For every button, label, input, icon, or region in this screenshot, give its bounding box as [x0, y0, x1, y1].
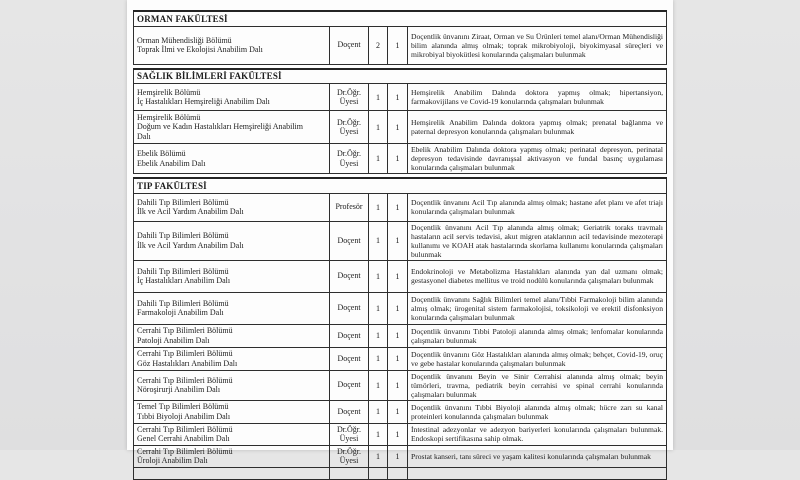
position-cell: Doçent: [330, 347, 369, 370]
unit-line: Tıbbi Biyoloji Anabilim Dalı: [137, 411, 231, 421]
unit-line: İlk ve Acil Yardım Anabilim Dalı: [137, 207, 244, 216]
grade-cell: 1: [369, 84, 388, 111]
count-cell: 1: [388, 324, 408, 347]
unit-line: Temel Tıp Bilimleri Bölümü: [137, 402, 229, 411]
description-cell: Ebelik Anabilim Dalında doktora yapmış olmak; perinatal depresyon, perinatal depresyon tedavisinde davranışsal aktivasyon ve fundal basınç uygulaması konularında çalışmaları bulunmak: [408, 144, 667, 174]
section-title: SAĞLIK BİLİMLERİ FAKÜLTESİ: [134, 69, 667, 84]
position-cell: Dr.Öğr. Üyesi: [330, 111, 369, 144]
unit-line: Hemşirelik Bölümü: [137, 112, 201, 122]
table-row: [134, 347, 667, 370]
table-row: [134, 400, 667, 423]
table-row: [134, 26, 667, 64]
position-cell: Doçent: [330, 26, 369, 64]
grade-cell: 1: [369, 193, 388, 221]
grade-cell: 1: [369, 260, 388, 292]
count-cell: 1: [388, 347, 408, 370]
grade-cell: 1: [369, 370, 388, 400]
unit-line: Ebelik Bölümü: [137, 149, 186, 158]
clipped-cell: [388, 467, 408, 479]
grade-cell: 2: [369, 26, 388, 64]
unit-line: İç Hastalıkları Anabilim Dalı: [137, 276, 231, 285]
unit-line: Cerrahi Tıp Bilimleri Bölümü: [137, 326, 233, 335]
count-cell: 1: [388, 221, 408, 260]
position-cell: Doçent: [330, 221, 369, 260]
faculty-table: [133, 10, 667, 65]
grade-cell: 1: [369, 347, 388, 370]
description-cell: Doçentlik ünvanını Tıbbi Biyoloji alanında almış olmak; hücre zarı su kanal proteinleri konularında çalışmaları bulunmak: [408, 400, 667, 423]
unit-cell: [134, 324, 330, 347]
unit-line: Orman Mühendisliği Bölümü: [137, 35, 232, 45]
unit-cell: [134, 260, 330, 292]
unit-cell: [134, 144, 330, 174]
count-cell: 1: [388, 445, 408, 467]
unit-line: Patoloji Anabilim Dalı: [137, 335, 210, 345]
faculty-table: [133, 68, 667, 175]
table-row: [134, 221, 667, 260]
unit-line: Cerrahi Tıp Bilimleri Bölümü: [137, 424, 233, 434]
count-cell: 1: [388, 423, 408, 445]
description-cell: Doçentlik ünvanını Acil Tıp alanında almış olmak; Geriatrik toraks travmalı hastaların acil servis tedavisi, akut migren ataklarının acil tedavisinde mezoterapi kullanımı ve KOAH atak hastalarında skorlama kullanımı konularında çalışmaları bulunmak: [408, 221, 667, 260]
section-title: ORMAN FAKÜLTESİ: [134, 11, 667, 26]
description-cell: Doçentlik ünvanını Sağlık Bilimleri temel alanı/Tıbbi Farmakoloji bilim alanında almış olmak; ürogenital sistem farmakolojisi, toksikoloji ve erektil disfonksiyon konularında çalışmaları bulunmak: [408, 292, 667, 324]
count-cell: 1: [388, 292, 408, 324]
description-cell: Doçentlik ünvanını Acil Tıp alanında almış olmak; hastane afet planı ve afet triajı konularında çalışmaları bulunmak: [408, 193, 667, 221]
unit-line: Cerrahi Tıp Bilimleri Bölümü: [137, 375, 233, 385]
position-cell: Dr.Öğr. Üyesi: [330, 144, 369, 174]
grade-cell: 1: [369, 144, 388, 174]
unit-line: Cerrahi Tıp Bilimleri Bölümü: [137, 349, 233, 358]
count-cell: 1: [388, 111, 408, 144]
unit-line: Doğum ve Kadın Hastalıkları Hemşireliği Anabilim: [137, 122, 303, 132]
clipped-cell: [330, 467, 369, 479]
table-row: [134, 84, 667, 111]
unit-line: Dahili Tıp Bilimleri Bölümü: [137, 266, 229, 276]
unit-cell: [134, 111, 330, 144]
table-row: [134, 324, 667, 347]
section-header-row: [134, 69, 667, 84]
description-cell: Prostat kanseri, tanı süreci ve yaşam kalitesi konularında çalışmaları bulunmak: [408, 445, 667, 467]
count-cell: 1: [388, 84, 408, 111]
unit-cell: [134, 347, 330, 370]
position-cell: Doçent: [330, 400, 369, 423]
table-row: [134, 260, 667, 292]
position-cell: Doçent: [330, 370, 369, 400]
position-cell: Doçent: [330, 292, 369, 324]
section-title: TIP FAKÜLTESİ: [134, 178, 667, 193]
document-page: [127, 0, 673, 465]
unit-cell: [134, 84, 330, 111]
unit-line: Üroloji Anabilim Dalı: [137, 456, 208, 465]
unit-cell: [134, 445, 330, 467]
table-row: [134, 193, 667, 221]
unit-line: Cerrahi Tıp Bilimleri Bölümü: [137, 446, 233, 456]
description-cell: Doçentlik ünvanını Göz Hastalıkları alanında almış olmak; behçet, Covid-19, oruç ve gebe hastalar konularında çalışmaları bulunmak: [408, 347, 667, 370]
count-cell: 1: [388, 193, 408, 221]
unit-line: Dahili Tıp Bilimleri Bölümü: [137, 231, 229, 240]
unit-line: Dahili Tıp Bilimleri Bölümü: [137, 298, 229, 308]
count-cell: 1: [388, 26, 408, 64]
grade-cell: 1: [369, 111, 388, 144]
table-row: [134, 111, 667, 144]
grade-cell: 1: [369, 292, 388, 324]
grade-cell: 1: [369, 221, 388, 260]
description-cell: İntestinal adezyonlar ve adezyon bariyerleri konularında çalışmaları bulunmak. Endoskopi sertifikasına sahip olmak.: [408, 423, 667, 445]
count-cell: 1: [388, 260, 408, 292]
table-row: [134, 370, 667, 400]
clipped-cell: [369, 467, 388, 479]
unit-line: Nöroşirurji Anabilim Dalı: [137, 385, 221, 394]
unit-line: Dahili Tıp Bilimleri Bölümü: [137, 197, 229, 207]
position-cell: Dr.Öğr. Üyesi: [330, 84, 369, 111]
unit-cell: [134, 221, 330, 260]
unit-cell: [134, 292, 330, 324]
grade-cell: 1: [369, 423, 388, 445]
position-cell: Dr.Öğr. Üyesi: [330, 445, 369, 467]
table-row: [134, 144, 667, 174]
unit-line: Genel Cerrahi Anabilim Dalı: [137, 434, 230, 443]
section-header-row: [134, 178, 667, 193]
description-cell: Doçentlik ünvanını Beyin ve Sinir Cerrahisi alanında almış olmak; beyin tümörleri, travma, pediatrik beyin cerrahisi ve spinal cerrahi konularında çalışmaları bulunmak: [408, 370, 667, 400]
unit-line: Göz Hastalıkları Anabilim Dalı: [137, 358, 238, 368]
unit-line: Farmakoloji Anabilim Dalı: [137, 308, 224, 317]
description-cell: Hemşirelik Anabilim Dalında doktora yapmış olmak; prenatal bağlanma ve paternal depresyon konularında çalışmaları bulunmak: [408, 111, 667, 144]
unit-cell: [134, 423, 330, 445]
unit-line: İlk ve Acil Yardım Anabilim Dalı: [137, 240, 244, 250]
clipped-cell: [408, 467, 667, 479]
unit-line: Hemşirelik Bölümü: [137, 87, 201, 97]
unit-line: Ebelik Anabilim Dalı: [137, 158, 206, 168]
grade-cell: 1: [369, 324, 388, 347]
table-row: [134, 292, 667, 324]
description-cell: Hemşirelik Anabilim Dalında doktora yapmış olmak; hipertansiyon, farmakovijilans ve Covid-19 konularında çalışmaları bulunmak: [408, 84, 667, 111]
position-cell: Dr.Öğr. Üyesi: [330, 423, 369, 445]
position-cell: Profesör: [330, 193, 369, 221]
grade-cell: 1: [369, 445, 388, 467]
position-cell: Doçent: [330, 324, 369, 347]
unit-line: İç Hastalıkları Hemşireliği Anabilim Dalı: [137, 97, 270, 106]
unit-cell: [134, 400, 330, 423]
description-cell: Doçentlik ünvanını Ziraat, Orman ve Su Ürünleri temel alanı/Orman Mühendisliği bilim alanında almış olmak; toprak mikrobiyoloji, biyokimyasal süreçleri ve mikrobiyal biyokütlesi konularında çalışmaları bulunmak: [408, 26, 667, 64]
count-cell: 1: [388, 400, 408, 423]
description-cell: Endokrinoloji ve Metabolizma Hastalıkları alanında yan dal uzmanı olmak; gestasyonel diabetes mellitus ve troid nodülü konularında çalışmaları bulunmak: [408, 260, 667, 292]
grade-cell: 1: [369, 400, 388, 423]
unit-line: Dalı: [137, 131, 151, 141]
unit-cell: [134, 370, 330, 400]
section-header-row: [134, 11, 667, 26]
clipped-row: [134, 467, 667, 479]
description-cell: Doçentlik ünvanını Tıbbi Patoloji alanında almış olmak; lenfomalar konularında çalışmaları bulunmak: [408, 324, 667, 347]
unit-cell: [134, 193, 330, 221]
clipped-cell: [134, 467, 330, 479]
unit-line: Toprak İlmi ve Ekolojisi Anabilim Dalı: [137, 45, 263, 54]
count-cell: 1: [388, 144, 408, 174]
unit-cell: [134, 26, 330, 64]
table-row: [134, 423, 667, 445]
faculty-table: [133, 177, 667, 480]
count-cell: 1: [388, 370, 408, 400]
position-cell: Doçent: [330, 260, 369, 292]
table-row: [134, 445, 667, 467]
